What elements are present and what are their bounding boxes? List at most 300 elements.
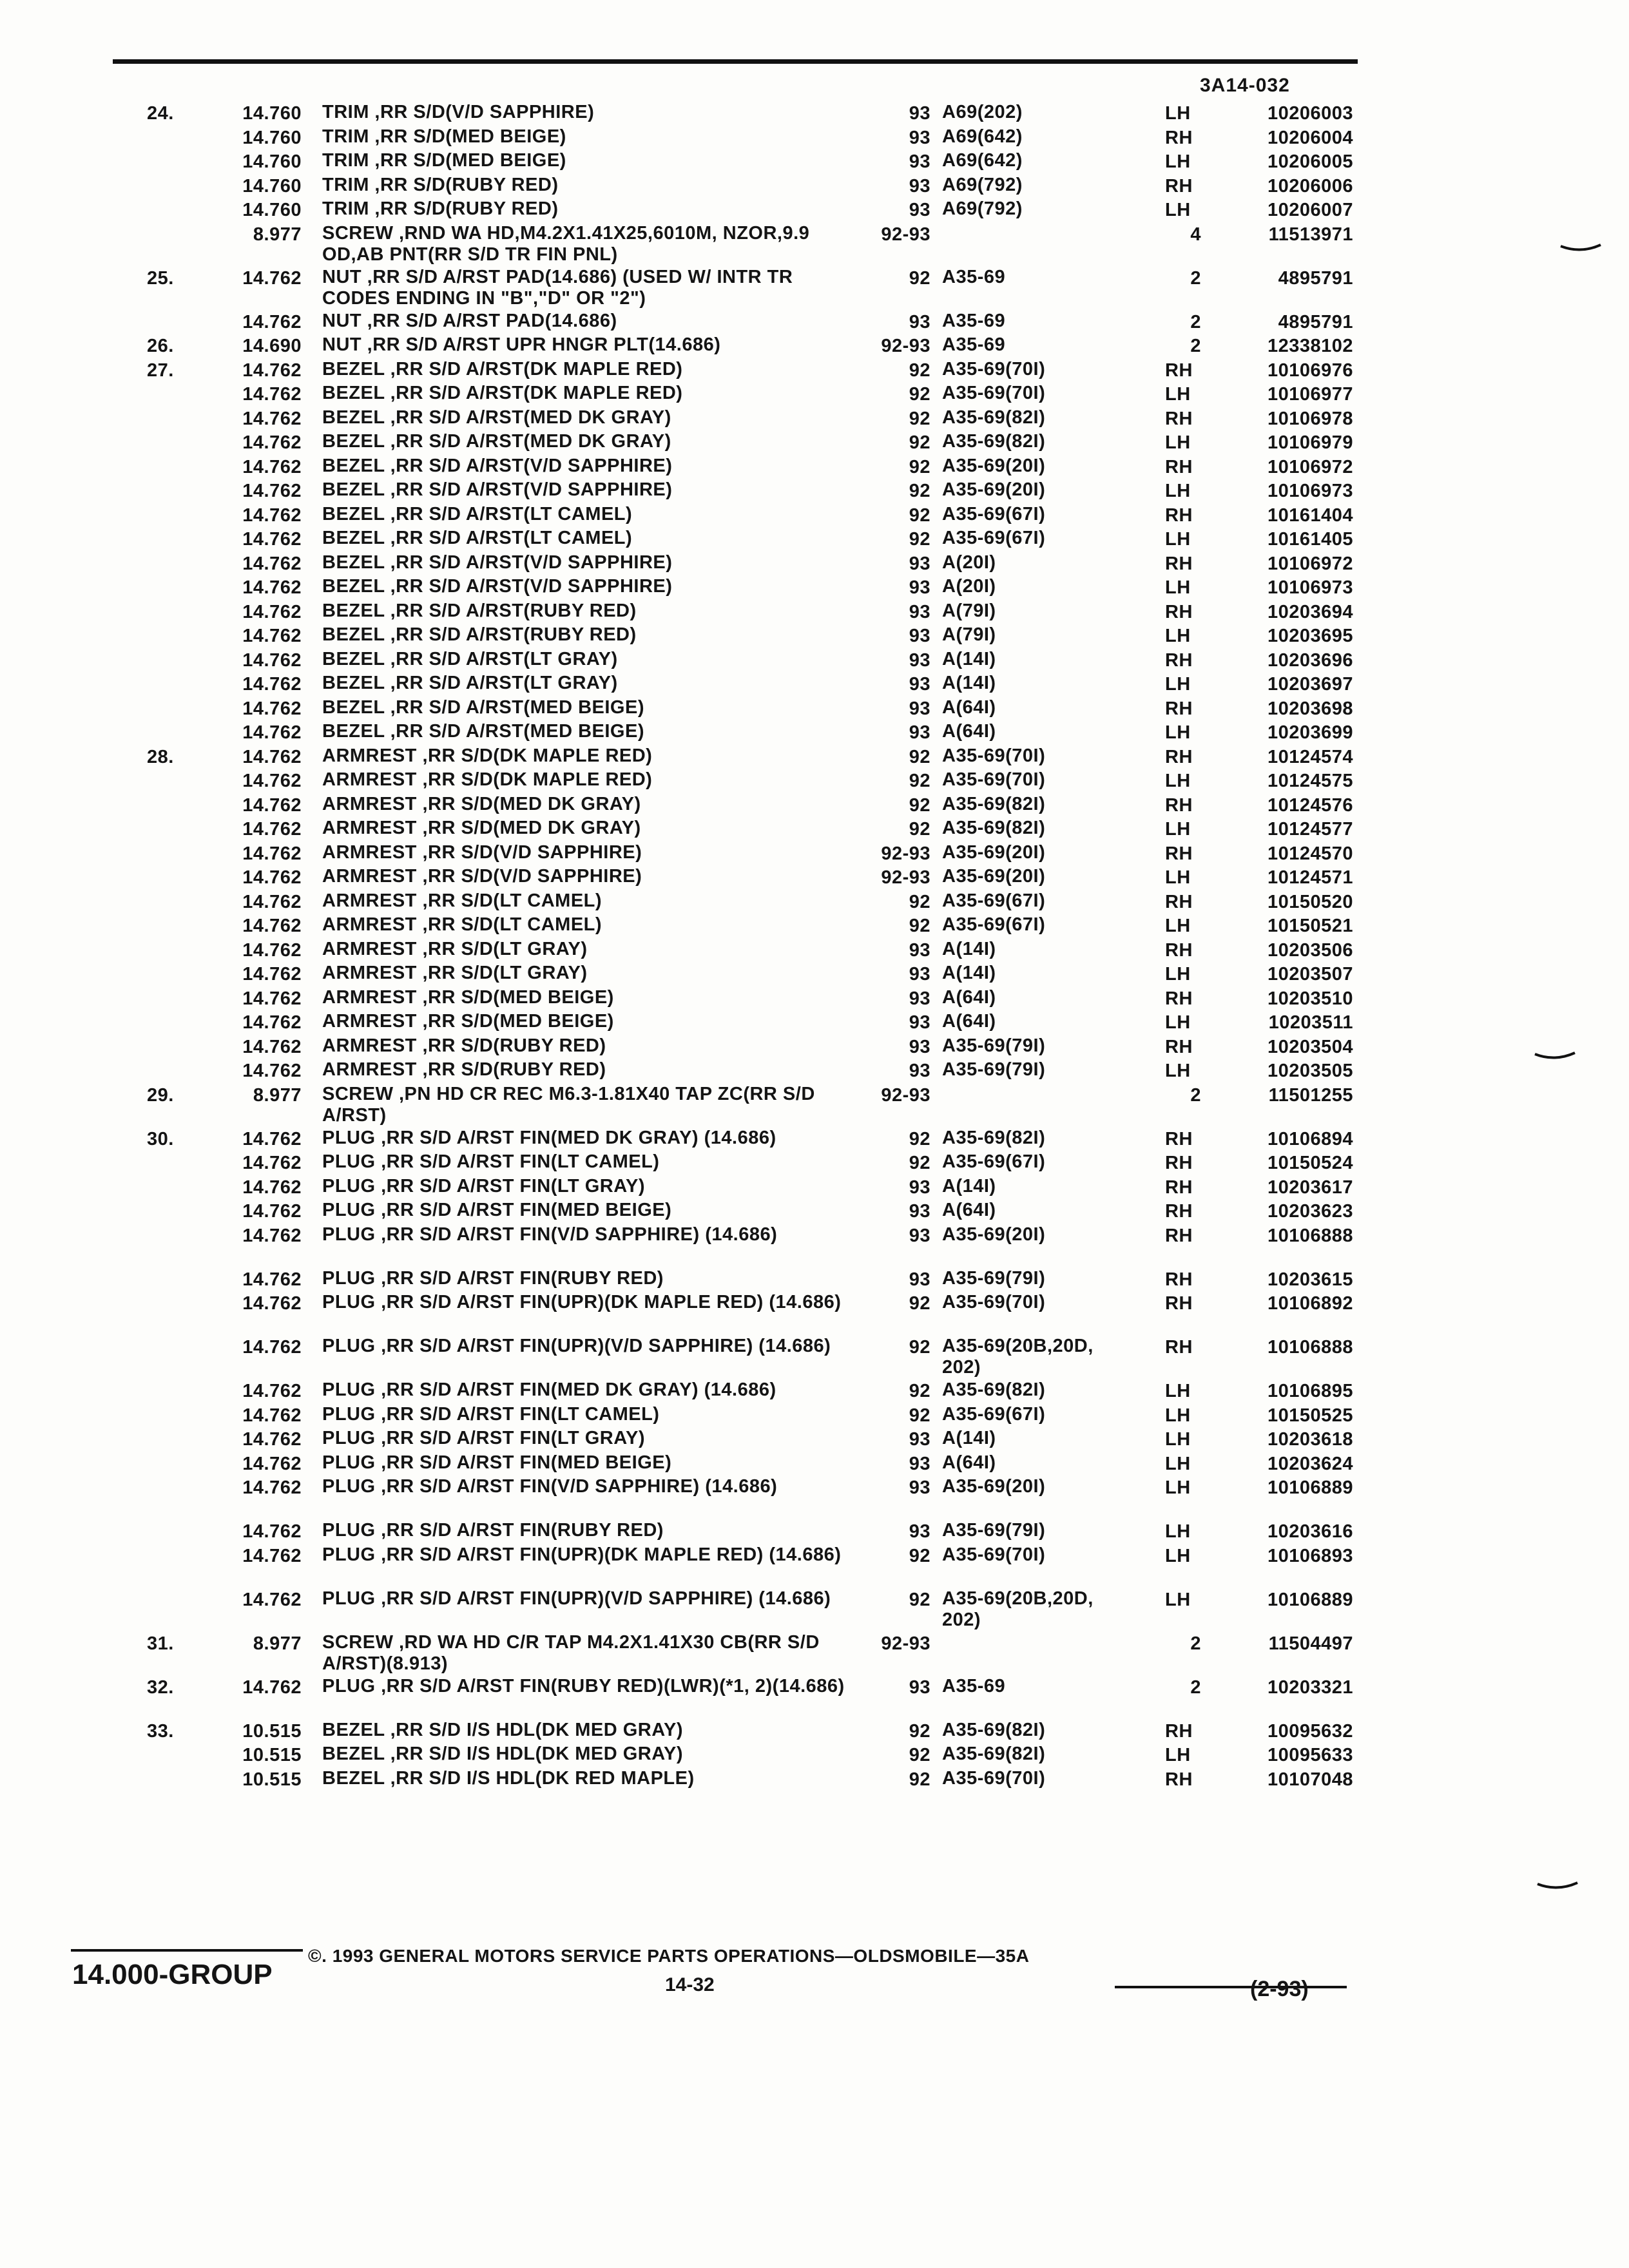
group-number: 14.762 — [242, 1337, 302, 1358]
side-code: LH — [1165, 103, 1191, 124]
model-year: 92 — [909, 1153, 930, 1173]
side-code: RH — [1165, 843, 1193, 864]
side-code: RH — [1165, 1177, 1193, 1198]
table-row — [0, 601, 1629, 625]
part-number: 10150521 — [1267, 916, 1353, 936]
group-number: 14.762 — [242, 867, 302, 888]
part-number: 10203694 — [1267, 601, 1353, 622]
body-code: A(64I) — [942, 1200, 996, 1220]
part-number: 10203697 — [1267, 674, 1353, 695]
side-code: RH — [1165, 601, 1193, 622]
table-row — [0, 334, 1629, 359]
quantity: 4 — [1190, 224, 1201, 245]
part-description: SCREW ,PN HD CR REC M6.3-1.81X40 TAP ZC(RR S/D A/RST) — [322, 1083, 815, 1126]
model-year: 92-93 — [881, 224, 930, 245]
body-code: A(14I) — [942, 673, 996, 693]
table-row — [0, 1452, 1629, 1477]
part-number: 10206007 — [1267, 200, 1353, 220]
model-year: 92 — [909, 1381, 930, 1401]
body-code: A35-69(20I) — [942, 455, 1046, 476]
part-number: 10203698 — [1267, 698, 1353, 719]
part-number: 10106895 — [1267, 1381, 1353, 1401]
group-number: 14.762 — [242, 843, 302, 864]
model-year: 92 — [909, 1337, 930, 1358]
parts-table — [0, 102, 1629, 1792]
table-row — [0, 359, 1629, 383]
table-row — [0, 383, 1629, 407]
quantity: 2 — [1190, 311, 1201, 332]
side-code: LH — [1165, 1521, 1191, 1542]
group-number: 14.762 — [242, 1429, 302, 1450]
scan-mark — [1559, 244, 1602, 253]
model-year: 93 — [909, 988, 930, 1009]
quantity: 2 — [1190, 1677, 1201, 1698]
table-row — [0, 1768, 1629, 1792]
model-year: 93 — [909, 1061, 930, 1081]
group-number: 14.762 — [242, 267, 302, 289]
model-year: 92 — [909, 746, 930, 767]
part-number: 10203506 — [1267, 939, 1353, 961]
part-number: 10106889 — [1267, 1477, 1353, 1498]
table-row — [0, 479, 1629, 504]
table-row — [0, 1224, 1629, 1268]
table-row — [0, 1035, 1629, 1060]
model-year: 93 — [909, 601, 930, 622]
model-year: 92 — [909, 1769, 930, 1790]
part-number: 10206004 — [1267, 127, 1353, 148]
body-code: A69(642) — [942, 126, 1023, 147]
model-year: 93 — [909, 1453, 930, 1474]
part-number: 10106977 — [1267, 384, 1353, 405]
body-code: A(14I) — [942, 1175, 996, 1196]
group-number: 10.515 — [242, 1720, 302, 1742]
group-number: 14.760 — [242, 200, 302, 220]
side-code: LH — [1165, 1012, 1191, 1033]
part-description: BEZEL ,RR S/D A/RST(MED BEIGE) — [322, 697, 644, 718]
table-row — [0, 1720, 1629, 1744]
model-year: 93 — [909, 103, 930, 124]
body-code: A35-69(79I) — [942, 1520, 1046, 1541]
part-description: PLUG ,RR S/D A/RST FIN(UPR)(DK MAPLE RED) (14.686) — [322, 1292, 842, 1312]
body-code: A(64I) — [942, 697, 996, 718]
table-row — [0, 673, 1629, 697]
part-description: PLUG ,RR S/D A/RST FIN(V/D SAPPHIRE) (14.686) — [322, 1476, 778, 1497]
part-number: 10106973 — [1267, 577, 1353, 598]
part-description: PLUG ,RR S/D A/RST FIN(RUBY RED)(LWR)(*1, 2)(14.686) — [322, 1675, 845, 1696]
ref-number: 30. — [147, 1128, 174, 1149]
part-number: 10206005 — [1267, 151, 1353, 172]
body-code: A35-69 — [942, 334, 1006, 355]
quantity: 2 — [1190, 267, 1201, 289]
ref-number: 27. — [147, 360, 174, 381]
model-year: 92-93 — [881, 867, 930, 888]
side-code: LH — [1165, 771, 1191, 791]
body-code: A69(202) — [942, 102, 1023, 122]
part-description: ARMREST ,RR S/D(LT CAMEL) — [322, 890, 602, 911]
ref-number: 24. — [147, 103, 174, 124]
part-number: 10106973 — [1267, 481, 1353, 501]
table-row — [0, 1588, 1629, 1632]
group-number: 14.762 — [242, 408, 302, 429]
part-number: 10124576 — [1267, 794, 1353, 816]
body-code: A35-69(67I) — [942, 1151, 1046, 1172]
table-row — [0, 1379, 1629, 1404]
table-row — [0, 649, 1629, 673]
part-description: PLUG ,RR S/D A/RST FIN(MED BEIGE) — [322, 1452, 672, 1473]
table-row — [0, 1059, 1629, 1084]
body-code: A35-69(82I) — [942, 1127, 1046, 1148]
body-code: A35-69(79I) — [942, 1035, 1046, 1056]
top-rule — [113, 59, 1358, 64]
part-description: BEZEL ,RR S/D A/RST(MED DK GRAY) — [322, 407, 671, 428]
part-number: 10203623 — [1267, 1201, 1353, 1222]
model-year: 93 — [909, 311, 930, 332]
part-description: ARMREST ,RR S/D(DK MAPLE RED) — [322, 745, 653, 766]
table-row — [0, 504, 1629, 528]
part-description: BEZEL ,RR S/D I/S HDL(DK MED GRAY) — [322, 1744, 683, 1764]
part-description: ARMREST ,RR S/D(RUBY RED) — [322, 1059, 606, 1080]
part-number: 10203510 — [1267, 988, 1353, 1009]
model-year: 92 — [909, 1405, 930, 1426]
part-number: 10106976 — [1267, 360, 1353, 381]
side-code: LH — [1165, 1381, 1191, 1401]
group-number: 14.762 — [242, 626, 302, 646]
body-code: A(79I) — [942, 624, 996, 645]
part-number: 10095632 — [1267, 1720, 1353, 1742]
part-description: ARMREST ,RR S/D(RUBY RED) — [322, 1035, 606, 1056]
footer-page-number: 14-32 — [665, 1974, 715, 1995]
scan-mark — [1536, 1881, 1579, 1890]
group-number: 14.762 — [242, 1225, 302, 1246]
ref-number: 31. — [147, 1633, 174, 1654]
table-row — [0, 1336, 1629, 1379]
part-description: NUT ,RR S/D A/RST UPR HNGR PLT(14.686) — [322, 334, 721, 355]
table-row — [0, 624, 1629, 649]
group-number: 14.762 — [242, 1545, 302, 1566]
side-code: RH — [1165, 794, 1193, 816]
scan-mark — [1534, 1052, 1576, 1061]
body-code: A35-69(70I) — [942, 1292, 1046, 1312]
part-number: 10161405 — [1267, 529, 1353, 550]
table-row — [0, 576, 1629, 601]
model-year: 92 — [909, 408, 930, 429]
side-code: RH — [1165, 127, 1193, 148]
side-code: RH — [1165, 1269, 1193, 1290]
side-code: LH — [1165, 151, 1191, 172]
group-number: 14.762 — [242, 360, 302, 381]
part-number: 10203511 — [1268, 1012, 1353, 1033]
model-year: 93 — [909, 200, 930, 220]
part-description: NUT ,RR S/D A/RST PAD(14.686) — [322, 310, 617, 331]
side-code: LH — [1165, 916, 1191, 936]
ref-number: 28. — [147, 746, 174, 767]
table-row — [0, 818, 1629, 842]
side-code: LH — [1165, 529, 1191, 550]
group-number: 14.762 — [242, 1521, 302, 1542]
body-code: A(64I) — [942, 1452, 996, 1473]
body-code: A35-69 — [942, 1675, 1006, 1696]
part-number: 10203617 — [1267, 1177, 1353, 1198]
part-description: ARMREST ,RR S/D(MED BEIGE) — [322, 986, 614, 1008]
model-year: 92 — [909, 771, 930, 791]
model-year: 92 — [909, 1545, 930, 1566]
part-description: PLUG ,RR S/D A/RST FIN(LT GRAY) — [322, 1428, 645, 1448]
body-code: A35-69(67I) — [942, 528, 1046, 548]
model-year: 92 — [909, 481, 930, 501]
side-code: RH — [1165, 1769, 1193, 1790]
footer-rule-right — [1115, 1986, 1347, 1988]
part-number: 4895791 — [1278, 311, 1353, 332]
side-code: LH — [1165, 1061, 1191, 1081]
part-description: SCREW ,RND WA HD,M4.2X1.41X25,6010M, NZOR,9.9 OD,AB PNT(RR S/D TR FIN PNL) — [322, 222, 810, 265]
part-description: PLUG ,RR S/D A/RST FIN(LT CAMEL) — [322, 1403, 660, 1425]
part-description: TRIM ,RR S/D(RUBY RED) — [322, 198, 559, 219]
group-number: 14.762 — [242, 1477, 302, 1498]
part-description: NUT ,RR S/D A/RST PAD(14.686) (USED W/ INTR TR CODES ENDING IN "B","D" OR "2") — [322, 266, 793, 309]
body-code: A69(792) — [942, 174, 1023, 195]
body-code: A35-69(67I) — [942, 503, 1046, 524]
group-number: 14.762 — [242, 1269, 302, 1290]
quantity: 2 — [1190, 1633, 1201, 1654]
model-year: 93 — [909, 175, 930, 197]
part-number: 10161404 — [1267, 505, 1353, 526]
model-year: 92 — [909, 384, 930, 405]
table-row — [0, 552, 1629, 577]
side-code: LH — [1165, 1589, 1191, 1610]
part-description: BEZEL ,RR S/D A/RST(RUBY RED) — [322, 600, 637, 621]
part-description: ARMREST ,RR S/D(V/D SAPPHIRE) — [322, 866, 642, 887]
body-code: A35-69(70I) — [942, 383, 1046, 403]
side-code: RH — [1165, 1225, 1193, 1246]
group-number: 14.762 — [242, 891, 302, 912]
part-number: 10203699 — [1267, 722, 1353, 743]
part-number: 10124574 — [1267, 746, 1353, 767]
part-number: 10106893 — [1267, 1545, 1353, 1566]
side-code: RH — [1165, 698, 1193, 719]
side-code: RH — [1165, 1153, 1193, 1173]
body-code: A35-69(70I) — [942, 358, 1046, 380]
part-description: PLUG ,RR S/D A/RST FIN(UPR)(DK MAPLE RED) (14.686) — [322, 1544, 842, 1565]
part-number: 11501255 — [1268, 1084, 1353, 1106]
body-code: A(14I) — [942, 963, 996, 983]
group-number: 14.762 — [242, 1061, 302, 1081]
body-code: A35-69(82I) — [942, 407, 1046, 428]
model-year: 93 — [909, 626, 930, 646]
ref-number: 25. — [147, 267, 174, 289]
part-number: 10124570 — [1267, 843, 1353, 864]
part-description: ARMREST ,RR S/D(LT GRAY) — [322, 963, 588, 983]
group-number: 8.977 — [253, 1633, 302, 1654]
part-number: 10203624 — [1267, 1453, 1353, 1474]
part-description: BEZEL ,RR S/D A/RST(LT GRAY) — [322, 648, 618, 669]
table-row — [0, 198, 1629, 223]
model-year: 93 — [909, 1177, 930, 1198]
quantity: 2 — [1190, 336, 1201, 356]
part-description: PLUG ,RR S/D A/RST FIN(UPR)(V/D SAPPHIRE) (14.686) — [322, 1588, 831, 1609]
part-number: 10106894 — [1267, 1128, 1353, 1149]
table-row — [0, 1151, 1629, 1176]
group-number: 14.760 — [242, 175, 302, 197]
table-row — [0, 267, 1629, 311]
group-number: 14.762 — [242, 529, 302, 550]
part-number: 10107048 — [1267, 1769, 1353, 1790]
body-code: A35-69(20B,20D, 202) — [942, 1588, 1094, 1630]
part-number: 10106888 — [1267, 1337, 1353, 1358]
part-number: 10106889 — [1267, 1589, 1353, 1610]
model-year: 93 — [909, 939, 930, 961]
body-code: A35-69 — [942, 266, 1006, 287]
part-number: 10203696 — [1267, 649, 1353, 671]
table-row — [0, 769, 1629, 794]
ref-number: 32. — [147, 1677, 174, 1698]
body-code: A(14I) — [942, 1428, 996, 1448]
group-number: 14.762 — [242, 939, 302, 961]
table-row — [0, 1632, 1629, 1676]
group-number: 10.515 — [242, 1745, 302, 1765]
side-code: LH — [1165, 1453, 1191, 1474]
part-description: ARMREST ,RR S/D(MED DK GRAY) — [322, 818, 641, 838]
part-description: BEZEL ,RR S/D I/S HDL(DK RED MAPLE) — [322, 1767, 695, 1789]
group-number: 8.977 — [253, 224, 302, 245]
side-code: RH — [1165, 408, 1193, 429]
body-code: A(20I) — [942, 576, 996, 597]
model-year: 93 — [909, 151, 930, 172]
group-number: 14.762 — [242, 553, 302, 574]
side-code: RH — [1165, 746, 1193, 767]
model-year: 93 — [909, 1429, 930, 1450]
part-description: BEZEL ,RR S/D A/RST(V/D SAPPHIRE) — [322, 552, 673, 573]
group-number: 14.762 — [242, 771, 302, 791]
group-number: 14.762 — [242, 601, 302, 622]
part-description: PLUG ,RR S/D A/RST FIN(RUBY RED) — [322, 1520, 664, 1541]
side-code: LH — [1165, 819, 1191, 840]
model-year: 92-93 — [881, 1633, 930, 1654]
body-code: A(64I) — [942, 1011, 996, 1032]
model-year: 93 — [909, 1477, 930, 1498]
model-year: 93 — [909, 1521, 930, 1542]
group-number: 14.762 — [242, 819, 302, 840]
group-number: 14.690 — [242, 336, 302, 356]
part-description: PLUG ,RR S/D A/RST FIN(MED DK GRAY) (14.686) — [322, 1379, 776, 1400]
part-description: ARMREST ,RR S/D(V/D SAPPHIRE) — [322, 841, 642, 863]
part-number: 10106979 — [1267, 432, 1353, 453]
part-number: 10203321 — [1267, 1677, 1353, 1698]
table-row — [0, 745, 1629, 770]
part-number: 10203616 — [1267, 1521, 1353, 1542]
table-row — [0, 1200, 1629, 1224]
side-code: LH — [1165, 1405, 1191, 1426]
table-row — [0, 1544, 1629, 1588]
table-row — [0, 126, 1629, 151]
model-year: 92-93 — [881, 336, 930, 356]
part-number: 10106978 — [1267, 408, 1353, 429]
part-number: 10150525 — [1267, 1405, 1353, 1426]
part-description: SCREW ,RD WA HD C/R TAP M4.2X1.41X30 CB(RR S/D A/RST)(8.913) — [322, 1631, 820, 1674]
model-year: 93 — [909, 722, 930, 743]
body-code: A(14I) — [942, 938, 996, 959]
model-year: 93 — [909, 674, 930, 695]
model-year: 92-93 — [881, 1084, 930, 1106]
part-description: BEZEL ,RR S/D A/RST(V/D SAPPHIRE) — [322, 479, 673, 500]
body-code: A(64I) — [942, 721, 996, 742]
body-code: A(79I) — [942, 600, 996, 621]
table-row — [0, 794, 1629, 818]
part-description: ARMREST ,RR S/D(MED DK GRAY) — [322, 793, 641, 814]
model-year: 92 — [909, 819, 930, 840]
group-number: 14.762 — [242, 384, 302, 405]
part-description: BEZEL ,RR S/D A/RST(RUBY RED) — [322, 624, 637, 645]
part-description: TRIM ,RR S/D(V/D SAPPHIRE) — [322, 102, 595, 122]
group-number: 8.977 — [253, 1084, 302, 1106]
body-code: A69(642) — [942, 150, 1023, 171]
part-number: 10203507 — [1267, 964, 1353, 985]
group-number: 14.760 — [242, 103, 302, 124]
table-row — [0, 1520, 1629, 1544]
side-code: RH — [1165, 553, 1193, 574]
part-description: ARMREST ,RR S/D(LT CAMEL) — [322, 914, 602, 935]
part-description: BEZEL ,RR S/D A/RST(DK MAPLE RED) — [322, 358, 683, 380]
part-description: BEZEL ,RR S/D A/RST(MED DK GRAY) — [322, 431, 671, 452]
group-number: 14.762 — [242, 1381, 302, 1401]
model-year: 93 — [909, 1269, 930, 1290]
model-year: 92 — [909, 1293, 930, 1314]
side-code: RH — [1165, 175, 1193, 197]
table-row — [0, 1176, 1629, 1200]
footer-group-label: 14.000-GROUP — [72, 1959, 273, 1990]
part-number: 10150520 — [1267, 891, 1353, 912]
footer-date: (2-93) — [1250, 1977, 1309, 2001]
body-code: A35-69(70I) — [942, 1767, 1046, 1789]
model-year: 92 — [909, 1128, 930, 1149]
model-year: 93 — [909, 964, 930, 985]
model-year: 92 — [909, 456, 930, 477]
model-year: 93 — [909, 577, 930, 598]
footer-rule-left — [71, 1949, 303, 1952]
group-number: 14.762 — [242, 1453, 302, 1474]
table-row — [0, 1084, 1629, 1128]
body-code: A35-69(82I) — [942, 1379, 1046, 1400]
part-description: BEZEL ,RR S/D A/RST(MED BEIGE) — [322, 721, 644, 742]
ref-number: 26. — [147, 336, 174, 356]
side-code: LH — [1165, 1745, 1191, 1765]
table-row — [0, 1268, 1629, 1293]
table-row — [0, 1128, 1629, 1152]
part-number: 10203618 — [1267, 1429, 1353, 1450]
table-row — [0, 528, 1629, 552]
body-code: A69(792) — [942, 198, 1023, 219]
part-description: PLUG ,RR S/D A/RST FIN(MED BEIGE) — [322, 1200, 672, 1220]
part-description: TRIM ,RR S/D(MED BEIGE) — [322, 126, 566, 147]
part-number: 11513971 — [1268, 224, 1353, 245]
part-description: PLUG ,RR S/D A/RST FIN(LT CAMEL) — [322, 1151, 660, 1172]
part-number: 11504497 — [1268, 1633, 1353, 1654]
side-code: LH — [1165, 1429, 1191, 1450]
group-number: 14.762 — [242, 1128, 302, 1149]
model-year: 92 — [909, 1720, 930, 1742]
group-number: 14.762 — [242, 1177, 302, 1198]
side-code: RH — [1165, 1201, 1193, 1222]
footer-copyright: ©. 1993 GENERAL MOTORS SERVICE PARTS OPERATIONS—OLDSMOBILE—35A — [308, 1946, 1030, 1966]
table-row — [0, 311, 1629, 335]
part-number: 10095633 — [1267, 1745, 1353, 1765]
table-row — [0, 175, 1629, 199]
side-code: LH — [1165, 481, 1191, 501]
group-number: 14.762 — [242, 1677, 302, 1698]
body-code: A35-69(82I) — [942, 793, 1046, 814]
group-number: 14.762 — [242, 1293, 302, 1314]
body-code: A35-69(70I) — [942, 1544, 1046, 1565]
body-code: A35-69(82I) — [942, 1719, 1046, 1740]
